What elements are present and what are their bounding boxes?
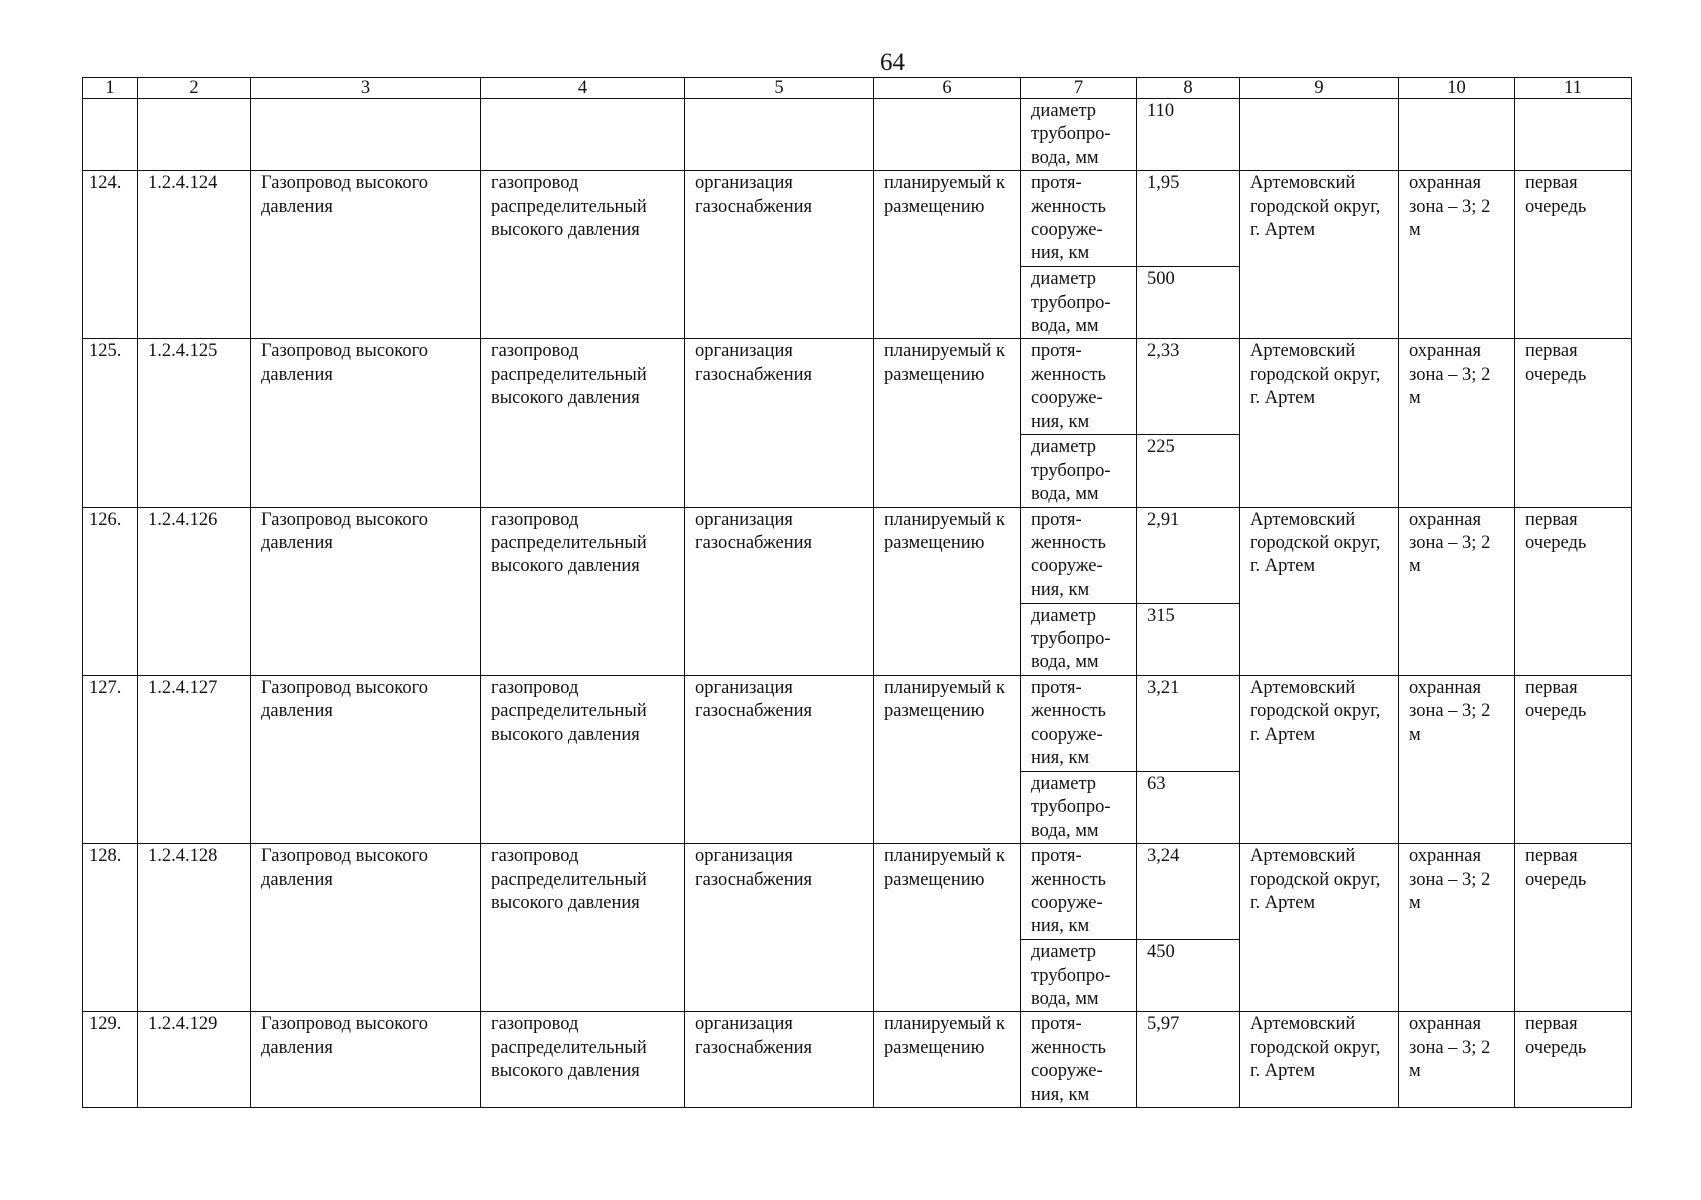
object-name: Газопровод высокого давления <box>251 675 481 843</box>
stage: первая очередь <box>1515 844 1632 1012</box>
param-cell: протя-женность сооруже-ния, км <box>1021 675 1137 771</box>
object-status: планируемый к размещению <box>874 675 1021 843</box>
row-number: 128. <box>83 844 138 1012</box>
organization: организация газоснабжения <box>685 675 874 843</box>
row-number: 129. <box>83 1012 138 1108</box>
value-cell: 110 <box>1137 99 1240 171</box>
value-cell: 3,24 <box>1137 844 1240 940</box>
location: Артемовский городской округ, г. Артем <box>1240 675 1399 843</box>
table-row <box>83 844 1632 940</box>
param-cell: диаметр трубопро-вода, мм <box>1021 940 1137 1012</box>
value-cell: 2,91 <box>1137 507 1240 603</box>
object-name: Газопровод высокого давления <box>251 844 481 1012</box>
table-row <box>83 1012 1632 1108</box>
location: Артемовский городской округ, г. Артем <box>1240 507 1399 675</box>
column-header: 10 <box>1399 78 1515 99</box>
value-cell: 225 <box>1137 435 1240 507</box>
column-header: 8 <box>1137 78 1240 99</box>
table-row <box>83 339 1632 435</box>
param-cell: протя-женность сооруже-ния, км <box>1021 171 1137 267</box>
object-type: газопровод распределительный высокого давления <box>481 507 685 675</box>
param-cell: диаметр трубопро-вода, мм <box>1021 603 1137 675</box>
object-status: планируемый к размещению <box>874 171 1021 339</box>
param-cell: диаметр трубопро-вода, мм <box>1021 435 1137 507</box>
protection-zone: охранная зона – 3; 2 м <box>1399 339 1515 507</box>
param-cell: диаметр трубопро-вода, мм <box>1021 267 1137 339</box>
column-header: 6 <box>874 78 1021 99</box>
location: Артемовский городской округ, г. Артем <box>1240 339 1399 507</box>
location: Артемовский городской округ, г. Артем <box>1240 171 1399 339</box>
protection-zone: охранная зона – 3; 2 м <box>1399 844 1515 1012</box>
object-name: Газопровод высокого давления <box>251 1012 481 1108</box>
table-row <box>83 507 1632 603</box>
organization: организация газоснабжения <box>685 844 874 1012</box>
object-status: планируемый к размещению <box>874 1012 1021 1108</box>
object-code: 1.2.4.127 <box>138 675 251 843</box>
column-header: 3 <box>251 78 481 99</box>
value-cell: 1,95 <box>1137 171 1240 267</box>
organization: организация газоснабжения <box>685 339 874 507</box>
row-number: 127. <box>83 675 138 843</box>
stage: первая очередь <box>1515 171 1632 339</box>
object-status: планируемый к размещению <box>874 844 1021 1012</box>
object-type: газопровод распределительный высокого давления <box>481 844 685 1012</box>
protection-zone: охранная зона – 3; 2 м <box>1399 171 1515 339</box>
column-header: 7 <box>1021 78 1137 99</box>
row-number: 126. <box>83 507 138 675</box>
param-cell: протя-женность сооруже-ния, км <box>1021 507 1137 603</box>
value-cell: 2,33 <box>1137 339 1240 435</box>
organization: организация газоснабжения <box>685 1012 874 1108</box>
column-header: 2 <box>138 78 251 99</box>
value-cell: 63 <box>1137 771 1240 843</box>
table-row <box>83 171 1632 267</box>
value-cell: 5,97 <box>1137 1012 1240 1108</box>
object-code: 1.2.4.128 <box>138 844 251 1012</box>
page-number: 64 <box>880 49 905 76</box>
continuation-row <box>83 99 1632 171</box>
object-code: 1.2.4.126 <box>138 507 251 675</box>
column-header: 5 <box>685 78 874 99</box>
object-name: Газопровод высокого давления <box>251 507 481 675</box>
organization: организация газоснабжения <box>685 171 874 339</box>
objects-table <box>82 77 1632 1108</box>
protection-zone: охранная зона – 3; 2 м <box>1399 507 1515 675</box>
column-header: 11 <box>1515 78 1632 99</box>
stage: первая очередь <box>1515 675 1632 843</box>
row-number: 124. <box>83 171 138 339</box>
object-code: 1.2.4.129 <box>138 1012 251 1108</box>
location: Артемовский городской округ, г. Артем <box>1240 1012 1399 1108</box>
value-cell: 450 <box>1137 940 1240 1012</box>
param-cell: протя-женность сооруже-ния, км <box>1021 1012 1137 1108</box>
protection-zone: охранная зона – 3; 2 м <box>1399 675 1515 843</box>
stage: первая очередь <box>1515 339 1632 507</box>
protection-zone: охранная зона – 3; 2 м <box>1399 1012 1515 1108</box>
object-name: Газопровод высокого давления <box>251 171 481 339</box>
object-status: планируемый к размещению <box>874 507 1021 675</box>
object-type: газопровод распределительный высокого давления <box>481 675 685 843</box>
row-number: 125. <box>83 339 138 507</box>
object-name: Газопровод высокого давления <box>251 339 481 507</box>
object-type: газопровод распределительный высокого давления <box>481 339 685 507</box>
param-cell: диаметр трубопро-вода, мм <box>1021 771 1137 843</box>
object-code: 1.2.4.124 <box>138 171 251 339</box>
param-cell: протя-женность сооруже-ния, км <box>1021 844 1137 940</box>
stage: первая очередь <box>1515 1012 1632 1108</box>
stage: первая очередь <box>1515 507 1632 675</box>
value-cell: 3,21 <box>1137 675 1240 771</box>
location: Артемовский городской округ, г. Артем <box>1240 844 1399 1012</box>
column-number-header-row <box>83 78 1632 99</box>
organization: организация газоснабжения <box>685 507 874 675</box>
table-row <box>83 675 1632 771</box>
object-status: планируемый к размещению <box>874 339 1021 507</box>
object-type: газопровод распределительный высокого давления <box>481 1012 685 1108</box>
object-type: газопровод распределительный высокого давления <box>481 171 685 339</box>
column-header: 4 <box>481 78 685 99</box>
column-header: 1 <box>83 78 138 99</box>
param-cell: протя-женность сооруже-ния, км <box>1021 339 1137 435</box>
value-cell: 500 <box>1137 267 1240 339</box>
param-cell: диаметр трубопро-вода, мм <box>1021 99 1137 171</box>
value-cell: 315 <box>1137 603 1240 675</box>
column-header: 9 <box>1240 78 1399 99</box>
object-code: 1.2.4.125 <box>138 339 251 507</box>
